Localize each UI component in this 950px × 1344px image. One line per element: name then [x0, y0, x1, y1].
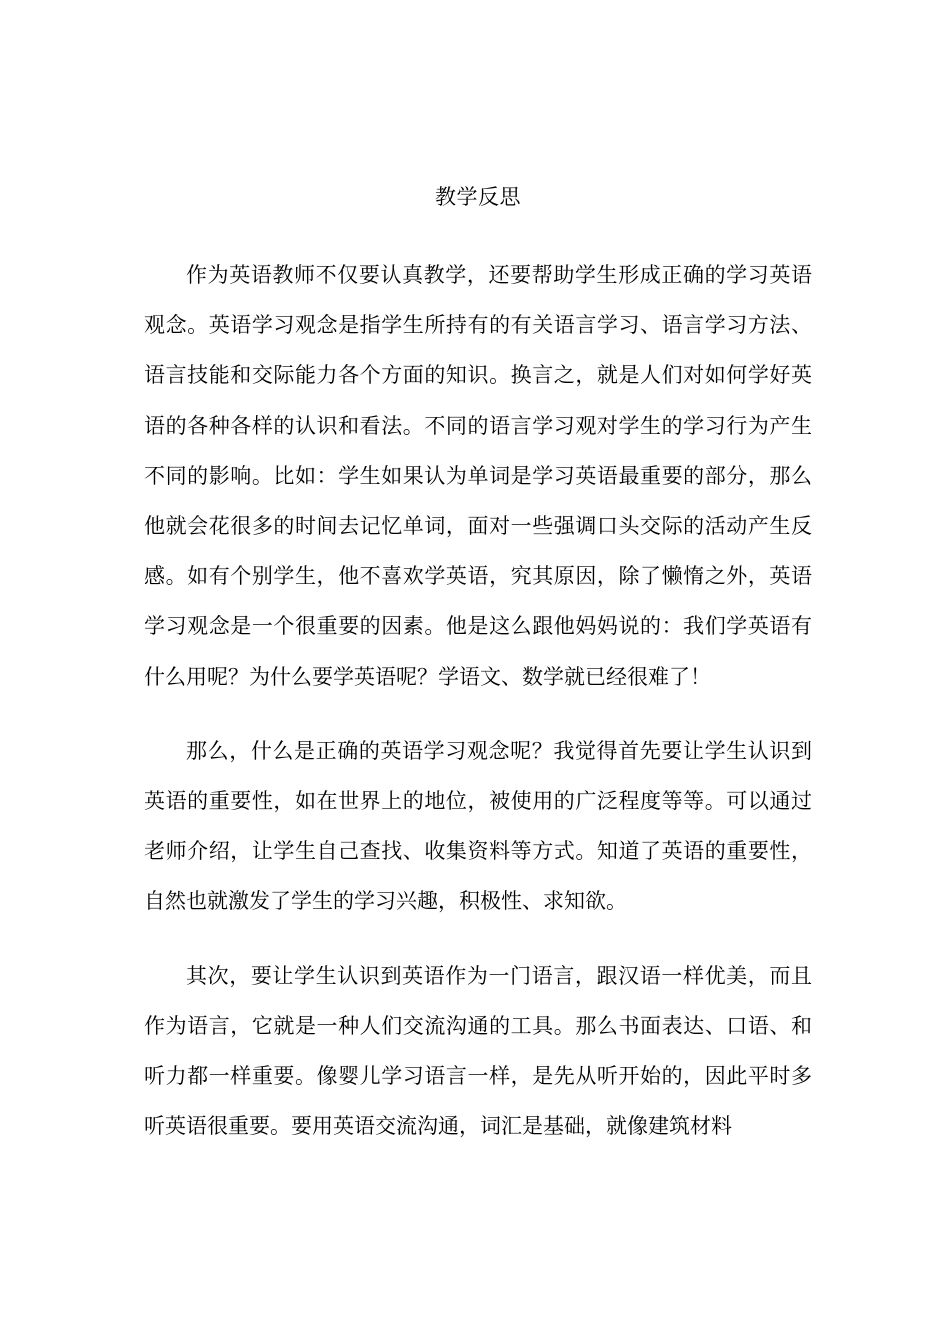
paragraph-1: 作为英语教师不仅要认真教学，还要帮助学生形成正确的学习英语观念。英语学习观念是指学生所持有的有关语言学习、语言学习方法、语言技能和交际能力各个方面的知识。换言之，就是人们对如何学好英语的各种各样的认识和看法。不同的语言学习观对学生的学习行为产生不同的影响。比如：学生如果认为单词是学习英语最重要的部分，那么他就会花很多的时间去记忆单词，面对一些强调口头交际的活动产生反感。如有个别学生，他不喜欢学英语，究其原因，除了懒惰之外，英语学习观念是一个很重要的因素。他是这么跟他妈妈说的：我们学英语有什么用呢？为什么要学英语呢？学语文、数学就已经很难了！ — [144, 263, 812, 689]
document-title: 教学反思 — [435, 185, 521, 209]
paragraph-2: 那么，什么是正确的英语学习观念呢？我觉得首先要让学生认识到英语的重要性，如在世界上的地位，被使用的广泛程度等等。可以通过老师介绍，让学生自己查找、收集资料等方式。知道了英语的重要性，自然也就激发了学生的学习兴趣，积极性、求知欲。 — [144, 738, 812, 914]
paragraph-3: 其次，要让学生认识到英语作为一门语言，跟汉语一样优美，而且作为语言，它就是一种人们交流沟通的工具。那么书面表达、口语、和听力都一样重要。像婴儿学习语言一样，是先从听开始的，因此平时多听英语很重要。要用英语交流沟通，词汇是基础，就像建筑材料 — [144, 963, 812, 1139]
document-body — [144, 250, 812, 1175]
